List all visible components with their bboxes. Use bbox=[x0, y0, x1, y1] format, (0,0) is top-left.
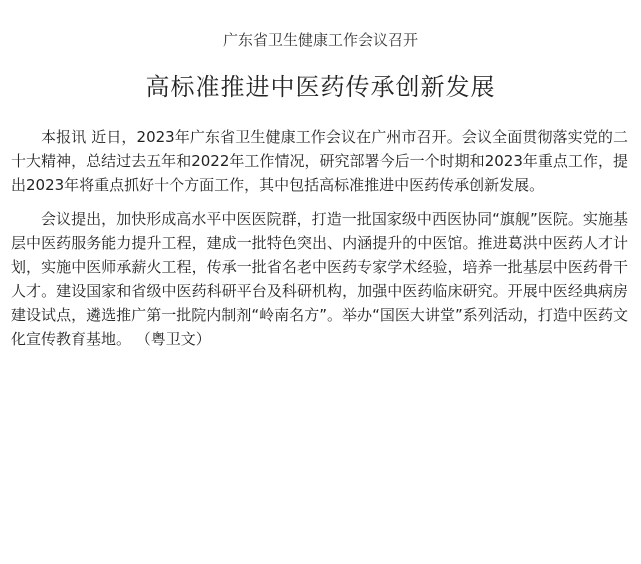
article-paragraph-2: 会议提出，加快形成高水平中医医院群，打造一批国家级中西医协同“旗舰”医院。实施基层中医药服务能力提升工程，建成一批特色突出、内涵提升的中医馆。推进葛洪中医药人才计划，实施中医师承薪火工程，传承一批省名老中医药专家学术经验，培养一批基层中医药骨干人才。建设国家和省级中医药科研平台及科研机构，加强中医药临床研究。开展中医经典病房建设试点，遴选推广第一批院内制剂“岭南名方”。举办“国医大讲堂”系列活动，打造中医药文化宣传教育基地。 （粤卫文） bbox=[11, 210, 628, 348]
article-paragraph-1: 本报讯 近日，2023年广东省卫生健康工作会议在广州市召开。会议全面贯彻落实党的二十大精神，总结过去五年和2022年工作情况，研究部署今后一个时期和2023年重点工作，提出2023年将重点抓好十个方面工作，其中包括高标准推进中医药传承创新发展。 bbox=[11, 128, 628, 194]
article-headline: 高标准推进中医药传承创新发展 bbox=[145, 73, 496, 101]
article-kicker: 广东省卫生健康工作会议召开 bbox=[222, 31, 418, 49]
article-body bbox=[11, 125, 628, 361]
